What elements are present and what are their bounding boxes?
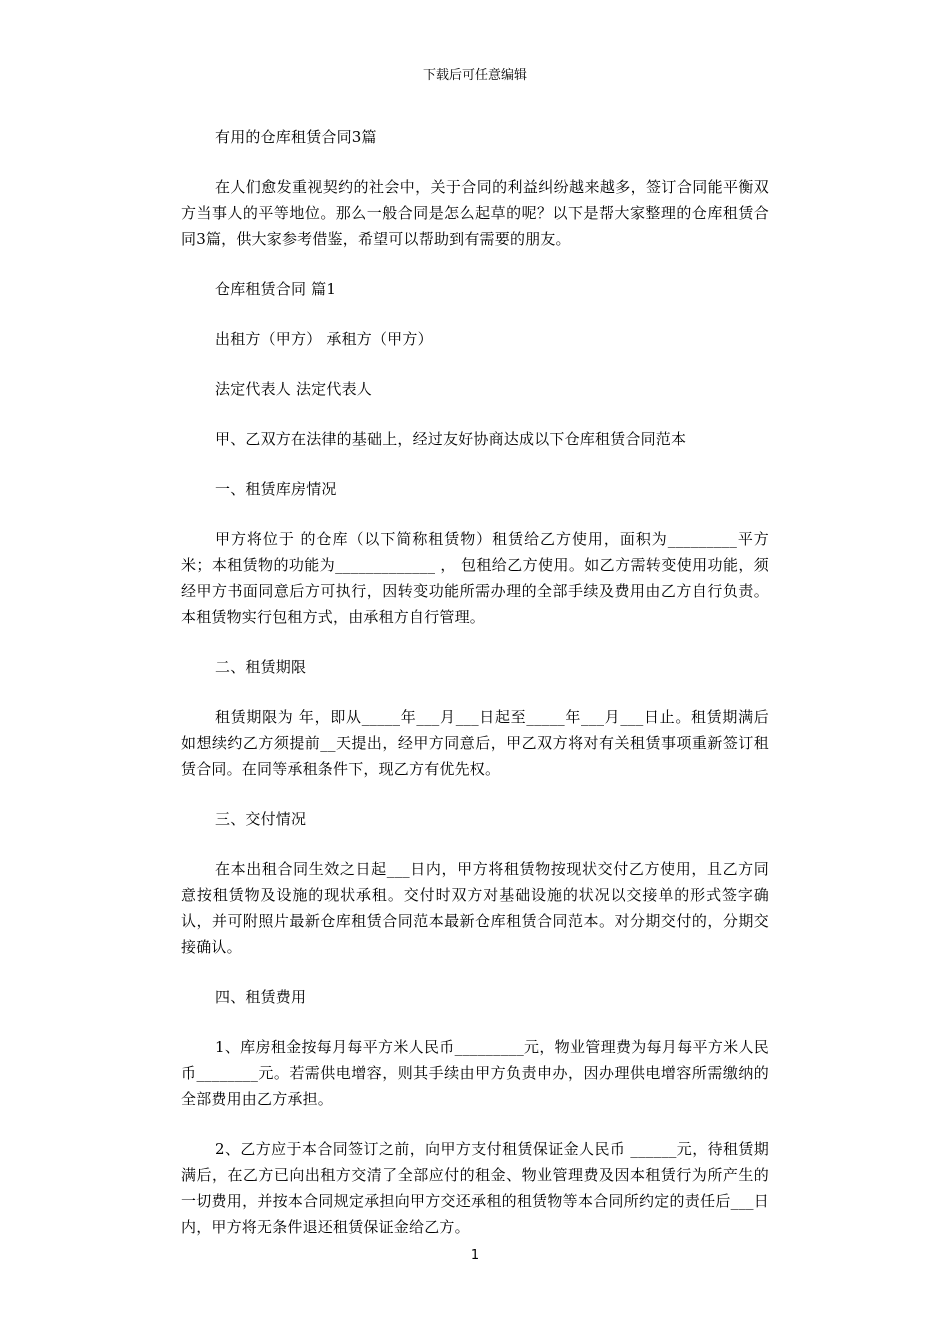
clause-heading-1: 一、租赁库房情况	[215, 480, 337, 498]
page-header: 下载后可任意编辑	[422, 68, 527, 83]
section-title: 仓库租赁合同 篇1	[215, 280, 337, 298]
clause-heading-4: 四、租赁费用	[215, 988, 307, 1006]
parties-line: 出租方（甲方） 承租方（甲方）	[215, 330, 433, 348]
document-body	[181, 124, 769, 1264]
preamble-paragraph: 甲、乙双方在法律的基础上，经过友好协商达成以下仓库租赁合同范本	[215, 430, 687, 448]
representatives-line: 法定代表人 法定代表人	[215, 380, 372, 398]
clause-heading-2: 二、租赁期限	[215, 658, 307, 676]
page-number: 1	[470, 1248, 480, 1263]
clause-paragraph-4-1: 1、库房租金按每月每平方米人民币_________元，物业管理费为每月每平方米人民币________元。若需供电增容，则其手续由甲方负责申办，因办理供电增容所需缴纳的全部费用由乙方承担。	[181, 1038, 769, 1108]
clause-paragraph-4-2: 2、乙方应于本合同签订之前，向甲方支付租赁保证金人民币 ______元，待租赁期满后，在乙方已向出租方交清了全部应付的租金、物业管理费及因本租赁行为所产生的一切费用，并按本合同规定承担向甲方交还承租的租赁物等本合同所约定的责任后___日内，甲方将无条件退还租赁保证金给乙方。	[181, 1140, 769, 1236]
clause-heading-3: 三、交付情况	[215, 810, 307, 828]
document-title: 有用的仓库租赁合同3篇	[215, 128, 377, 146]
clause-paragraph-1: 甲方将位于 的仓库（以下简称租赁物）租赁给乙方使用，面积为_________平方米；本租赁物的功能为_____________ ， 包租给乙方使用。如乙方需转变使用功能，须经甲方书面同意后方可执行，因转变功能所需办理的全部手续及费用由乙方自行负责。本租赁物实行包租方式，由承租方自行管理。	[181, 530, 769, 626]
clause-paragraph-2: 租赁期限为 年，即从_____年___月___日起至_____年___月___日止。租赁期满后如想续约乙方须提前__天提出，经甲方同意后，甲乙双方将对有关租赁事项重新签订租赁合同。在同等承租条件下，现乙方有优先权。	[181, 708, 769, 778]
intro-paragraph: 在人们愈发重视契约的社会中，关于合同的利益纠纷越来越多，签订合同能平衡双方当事人的平等地位。那么一般合同是怎么起草的呢？以下是帮大家整理的仓库租赁合同3篇，供大家参考借鉴，希望可以帮助到有需要的朋友。	[181, 178, 769, 248]
clause-paragraph-3: 在本出租合同生效之日起___日内，甲方将租赁物按现状交付乙方使用，且乙方同意按租赁物及设施的现状承租。交付时双方对基础设施的状况以交接单的形式签字确认，并可附照片最新仓库租赁合同范本最新仓库租赁合同范本。对分期交付的，分期交接确认。	[181, 860, 769, 956]
